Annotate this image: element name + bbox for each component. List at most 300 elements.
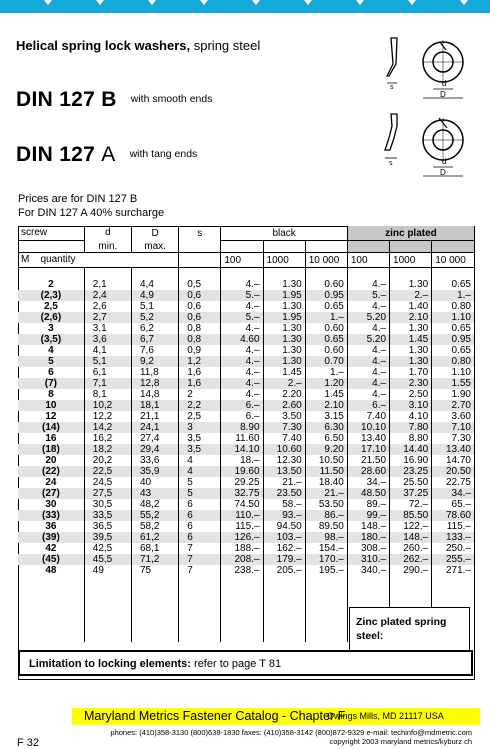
table-cell: 78.60 bbox=[432, 510, 474, 521]
table-cell: 1.– bbox=[305, 367, 347, 378]
footer-location: Owings Mills, MD 21117 USA bbox=[327, 711, 444, 721]
table-cell: 1.45 bbox=[390, 334, 432, 345]
table-cell: 18,1 bbox=[131, 400, 178, 411]
svg-text:s: s bbox=[390, 84, 394, 91]
table-cell: 11.50 bbox=[305, 466, 347, 477]
table-cell: 2.– bbox=[390, 290, 432, 301]
table-cell: 4.– bbox=[221, 301, 263, 312]
table-cell: 4.– bbox=[221, 279, 263, 290]
qty-zinc-1000: 1000 bbox=[390, 253, 432, 268]
table-cell: 94.50 bbox=[263, 521, 305, 532]
header-row-2 bbox=[18, 241, 474, 253]
table-cell: 122.– bbox=[390, 521, 432, 532]
table-cell: 148.– bbox=[390, 532, 432, 543]
screw-size-cell: 5 bbox=[48, 356, 54, 367]
table-cell: 5.20 bbox=[347, 334, 389, 345]
table-cell: 1.30 bbox=[263, 279, 305, 290]
table-cell: 2.10 bbox=[305, 400, 347, 411]
table-cell: 19.60 bbox=[221, 466, 263, 477]
zinc-plated-note: Zinc plated spring steel: bbox=[349, 607, 470, 657]
table-cell: 0.65 bbox=[305, 334, 347, 345]
table-cell: 17.10 bbox=[347, 444, 389, 455]
table-cell: 7.40 bbox=[263, 433, 305, 444]
table-cell: 12.30 bbox=[263, 455, 305, 466]
screw-size-cell: (2,3) bbox=[40, 290, 62, 301]
table-cell: 2,7 bbox=[84, 312, 131, 323]
table-cell: 58,2 bbox=[131, 521, 178, 532]
table-cell: 0.65 bbox=[432, 345, 474, 356]
table-cell: 208.– bbox=[221, 554, 263, 565]
table-cell: 6.– bbox=[221, 400, 263, 411]
table-cell: 1.10 bbox=[432, 367, 474, 378]
table-cell: 110.– bbox=[221, 510, 263, 521]
page-title: Helical spring lock washers, spring steel bbox=[16, 38, 261, 53]
table-cell: 48.50 bbox=[347, 488, 389, 499]
table-cell: 86.– bbox=[305, 510, 347, 521]
screw-size-cell: 4 bbox=[48, 345, 54, 356]
top-color-bar bbox=[0, 0, 490, 13]
table-cell: 1.30 bbox=[263, 345, 305, 356]
table-cell: 7,6 bbox=[131, 345, 178, 356]
table-cell: 2,4 bbox=[84, 290, 131, 301]
table-cell: 4,4 bbox=[131, 279, 178, 290]
price-notes bbox=[18, 192, 164, 220]
table-cell: 1.30 bbox=[263, 301, 305, 312]
table-row bbox=[18, 323, 474, 334]
screw-size-cell: 30 bbox=[45, 499, 57, 510]
table-cell: 34.– bbox=[432, 488, 474, 499]
table-cell: 35,9 bbox=[131, 466, 178, 477]
table-cell: 6 bbox=[179, 521, 221, 532]
tick-mark bbox=[96, 0, 104, 5]
tick-mark bbox=[200, 0, 208, 5]
table-cell: 0,6 bbox=[179, 301, 221, 312]
table-cell: 271.– bbox=[432, 565, 474, 576]
table-cell: 29,4 bbox=[131, 444, 178, 455]
screw-size-cell: 2 bbox=[48, 279, 54, 290]
table-cell: 55,2 bbox=[131, 510, 178, 521]
price-note-b: Prices are for DIN 127 B bbox=[18, 193, 138, 205]
tick-mark bbox=[460, 0, 468, 5]
table-cell: 68,1 bbox=[131, 543, 178, 554]
table-cell: 2.10 bbox=[390, 312, 432, 323]
table-cell: 5.– bbox=[347, 290, 389, 301]
table-row bbox=[18, 290, 474, 301]
table-row bbox=[18, 488, 474, 499]
table-cell: 4.– bbox=[347, 389, 389, 400]
table-cell: 6 bbox=[179, 499, 221, 510]
table-cell: 49 bbox=[84, 565, 131, 576]
table-cell: 2.– bbox=[263, 378, 305, 389]
table-cell: 58.– bbox=[263, 499, 305, 510]
table-cell: 89.– bbox=[347, 499, 389, 510]
svg-text:d: d bbox=[442, 79, 447, 88]
table-cell: 16,2 bbox=[84, 433, 131, 444]
table-cell: 1.30 bbox=[390, 279, 432, 290]
table-cell: 1.30 bbox=[263, 323, 305, 334]
table-row bbox=[18, 521, 474, 532]
table-cell: 0.60 bbox=[305, 279, 347, 290]
table-cell: 7 bbox=[179, 543, 221, 554]
table-cell: 11.60 bbox=[221, 433, 263, 444]
table-cell: 162.– bbox=[263, 543, 305, 554]
table-row bbox=[18, 477, 474, 488]
table-cell: 48,2 bbox=[131, 499, 178, 510]
limitation-note: Limitation to locking elements: refer to page T 81 bbox=[18, 650, 473, 676]
table-cell: 3,5 bbox=[179, 444, 221, 455]
table-cell: 1.30 bbox=[390, 356, 432, 367]
table-cell: 1.30 bbox=[390, 323, 432, 334]
table-cell: 37.25 bbox=[390, 488, 432, 499]
qty-black-1000: 1000 bbox=[263, 253, 305, 268]
table-row bbox=[18, 499, 474, 510]
table-cell: 0,8 bbox=[179, 323, 221, 334]
screw-size-cell: (39) bbox=[41, 532, 60, 543]
table-cell: 89.50 bbox=[305, 521, 347, 532]
table-cell: 308.– bbox=[347, 543, 389, 554]
table-cell: 0.95 bbox=[432, 334, 474, 345]
table-cell: 3,6 bbox=[84, 334, 131, 345]
table-row bbox=[18, 422, 474, 433]
table-cell: 1.30 bbox=[390, 345, 432, 356]
table-cell: 4.– bbox=[221, 389, 263, 400]
screw-size-cell: 10 bbox=[45, 400, 57, 411]
table-cell: 340.– bbox=[347, 565, 389, 576]
table-cell: 2.60 bbox=[263, 400, 305, 411]
table-cell: 103.– bbox=[263, 532, 305, 543]
table-cell: 250.– bbox=[432, 543, 474, 554]
table-cell: 188.– bbox=[221, 543, 263, 554]
table-cell: 14.70 bbox=[432, 455, 474, 466]
footer-copyright: copyright 2003 maryland metrics/kyburz ch bbox=[329, 737, 472, 746]
table-row bbox=[18, 532, 474, 543]
table-cell: 28.60 bbox=[347, 466, 389, 477]
header-quantity: quantity bbox=[40, 254, 76, 265]
table-row bbox=[18, 279, 474, 290]
screw-size-cell: 42 bbox=[45, 543, 57, 554]
table-cell: 2,6 bbox=[84, 301, 131, 312]
table-cell: 8.80 bbox=[390, 433, 432, 444]
page-number: F 32 bbox=[17, 737, 40, 749]
table-cell: 1.45 bbox=[263, 367, 305, 378]
table-cell: 0.70 bbox=[305, 356, 347, 367]
table-cell: 7.30 bbox=[263, 422, 305, 433]
table-cell: 8.90 bbox=[221, 422, 263, 433]
table-cell: 65.– bbox=[432, 499, 474, 510]
table-cell: 4.– bbox=[221, 323, 263, 334]
table-cell: 8,1 bbox=[84, 389, 131, 400]
table-cell: 4.– bbox=[221, 367, 263, 378]
header-min: min. bbox=[84, 241, 131, 253]
table-cell: 2,5 bbox=[179, 411, 221, 422]
table-cell: 310.– bbox=[347, 554, 389, 565]
table-cell: 4 bbox=[179, 455, 221, 466]
footer-contact: phones: (410)358-3130 (800)638-1830 faxes: (410)358-3142 (800)872-9329 e-mail: techinfo@mdmetric.com bbox=[110, 728, 472, 737]
table-cell: 260.– bbox=[390, 543, 432, 554]
table-cell: 0,6 bbox=[179, 290, 221, 301]
table-cell: 14.10 bbox=[221, 444, 263, 455]
header-max: max. bbox=[131, 241, 178, 253]
table-cell: 10,2 bbox=[84, 400, 131, 411]
footer-catalog: Maryland Metrics Fastener Catalog - Chapter F bbox=[84, 709, 346, 723]
table-cell: 32.75 bbox=[221, 488, 263, 499]
table-cell: 6.50 bbox=[305, 433, 347, 444]
table-cell: 42,5 bbox=[84, 543, 131, 554]
header-d: d bbox=[84, 226, 131, 241]
table-row bbox=[18, 345, 474, 356]
table-cell: 5,2 bbox=[131, 312, 178, 323]
table-cell: 16.90 bbox=[390, 455, 432, 466]
din-127-b-heading: DIN 127 B $^{with smooth ends}$ bbox=[16, 88, 213, 111]
table-cell: 6.– bbox=[221, 411, 263, 422]
table-cell: 6.– bbox=[347, 400, 389, 411]
din-127-a-heading: DIN 127 A $^{with tang ends}$ bbox=[16, 143, 198, 166]
table-cell: 3.10 bbox=[390, 400, 432, 411]
table-cell: 5,1 bbox=[131, 301, 178, 312]
table-cell: 0.80 bbox=[432, 356, 474, 367]
table-cell: 1.90 bbox=[432, 389, 474, 400]
table-cell: 4.– bbox=[347, 378, 389, 389]
table-cell: 20,2 bbox=[84, 455, 131, 466]
table-cell: 3,5 bbox=[179, 433, 221, 444]
table-cell: 13.50 bbox=[263, 466, 305, 477]
table-cell: 3.15 bbox=[305, 411, 347, 422]
table-cell: 5.– bbox=[221, 312, 263, 323]
table-cell: 148.– bbox=[347, 521, 389, 532]
table-cell: 6,7 bbox=[131, 334, 178, 345]
table-cell: 13.40 bbox=[432, 444, 474, 455]
table-cell: 6 bbox=[179, 532, 221, 543]
table-cell: 7.80 bbox=[390, 422, 432, 433]
table-cell: 30,5 bbox=[84, 499, 131, 510]
table-cell: 154.– bbox=[305, 543, 347, 554]
table-cell: 0,9 bbox=[179, 345, 221, 356]
header-row-1 bbox=[18, 226, 474, 241]
table-cell: 4.– bbox=[347, 367, 389, 378]
table-cell: 11,8 bbox=[131, 367, 178, 378]
table-row bbox=[18, 367, 474, 378]
screw-size-cell: (3,5) bbox=[40, 334, 62, 345]
screw-size-cell: (33) bbox=[41, 510, 60, 521]
table-cell: 1.40 bbox=[390, 301, 432, 312]
table-cell: 2.30 bbox=[390, 378, 432, 389]
table-cell: 34.– bbox=[347, 477, 389, 488]
table-cell: 18.– bbox=[221, 455, 263, 466]
table-cell: 238.– bbox=[221, 565, 263, 576]
table-cell: 255.– bbox=[432, 554, 474, 565]
table-cell: 18.40 bbox=[305, 477, 347, 488]
table-cell: 14,2 bbox=[84, 422, 131, 433]
table-cell: 180.– bbox=[347, 532, 389, 543]
qty-black-100: 100 bbox=[221, 253, 263, 268]
table-cell: 61,2 bbox=[131, 532, 178, 543]
table-cell: 7 bbox=[179, 565, 221, 576]
table-cell: 23.25 bbox=[390, 466, 432, 477]
table-cell: 115.– bbox=[221, 521, 263, 532]
table-cell: 195.– bbox=[305, 565, 347, 576]
qty-black-10000: 10 000 bbox=[305, 253, 347, 268]
table-cell: 4.– bbox=[347, 279, 389, 290]
table-cell: 12,8 bbox=[131, 378, 178, 389]
table-cell: 13.40 bbox=[347, 433, 389, 444]
screw-size-cell: 3 bbox=[48, 323, 54, 334]
table-cell: 3.50 bbox=[263, 411, 305, 422]
table-cell: 126.– bbox=[221, 532, 263, 543]
table-cell: 6 bbox=[179, 510, 221, 521]
header-row-3 bbox=[18, 253, 474, 268]
table-row bbox=[18, 389, 474, 400]
svg-text:D: D bbox=[440, 168, 446, 177]
table-cell: 18,2 bbox=[84, 444, 131, 455]
table-cell: 4,9 bbox=[131, 290, 178, 301]
table-cell: 2.50 bbox=[390, 389, 432, 400]
table-cell: 33,6 bbox=[131, 455, 178, 466]
table-cell: 4.60 bbox=[221, 334, 263, 345]
qty-zinc-100: 100 bbox=[347, 253, 389, 268]
table-cell: 170.– bbox=[305, 554, 347, 565]
table-row bbox=[18, 334, 474, 345]
svg-text:D: D bbox=[440, 90, 446, 99]
table-cell: 45,5 bbox=[84, 554, 131, 565]
tick-mark bbox=[252, 0, 260, 5]
header-zinc-plated: zinc plated bbox=[347, 226, 474, 241]
table-cell: 74.50 bbox=[221, 499, 263, 510]
table-cell: 0,8 bbox=[179, 334, 221, 345]
table-cell: 6,1 bbox=[84, 367, 131, 378]
table-cell: 9,2 bbox=[131, 356, 178, 367]
table-cell: 205.– bbox=[263, 565, 305, 576]
table-cell: 2.70 bbox=[432, 400, 474, 411]
table-cell: 7,1 bbox=[84, 378, 131, 389]
table-cell: 4.– bbox=[221, 378, 263, 389]
table-cell: 93.– bbox=[263, 510, 305, 521]
screw-size-cell: (45) bbox=[41, 554, 60, 565]
table-cell: 22,5 bbox=[84, 466, 131, 477]
tick-mark bbox=[356, 0, 364, 5]
table-row bbox=[18, 444, 474, 455]
screw-size-cell: 48 bbox=[45, 565, 57, 576]
table-cell: 20.50 bbox=[432, 466, 474, 477]
tick-mark bbox=[148, 0, 156, 5]
table-cell: 133.– bbox=[432, 532, 474, 543]
table-cell: 14.40 bbox=[390, 444, 432, 455]
table-cell: 4 bbox=[179, 466, 221, 477]
table-cell: 21.– bbox=[305, 488, 347, 499]
washer-b-diagram bbox=[383, 34, 483, 104]
table-row bbox=[18, 312, 474, 323]
screw-size-cell: 36 bbox=[45, 521, 57, 532]
table-row bbox=[18, 433, 474, 444]
table-row bbox=[18, 411, 474, 422]
table-cell: 21.– bbox=[263, 477, 305, 488]
tick-mark bbox=[44, 0, 52, 5]
svg-text:d: d bbox=[442, 157, 447, 166]
table-cell: 3,1 bbox=[84, 323, 131, 334]
price-note-a: For DIN 127 A 40% surcharge bbox=[18, 207, 165, 219]
screw-size-cell: 2,5 bbox=[43, 301, 58, 312]
table-cell: 0.65 bbox=[432, 279, 474, 290]
table-cell: 4.10 bbox=[390, 411, 432, 422]
table-row bbox=[18, 565, 474, 576]
table-cell: 27,5 bbox=[84, 488, 131, 499]
header-screw: screw bbox=[18, 226, 84, 241]
table-cell: 98.– bbox=[305, 532, 347, 543]
table-cell: 5 bbox=[179, 488, 221, 499]
table-cell: 1.70 bbox=[390, 367, 432, 378]
table-cell: 27,4 bbox=[131, 433, 178, 444]
screw-size-cell: (7) bbox=[44, 378, 57, 389]
table-cell: 4,1 bbox=[84, 345, 131, 356]
table-cell: 1.20 bbox=[305, 378, 347, 389]
spacer-row bbox=[18, 268, 474, 280]
table-cell: 1.30 bbox=[263, 356, 305, 367]
table-row bbox=[18, 455, 474, 466]
table-cell: 1.95 bbox=[263, 312, 305, 323]
table-cell: 1.30 bbox=[263, 334, 305, 345]
table-cell: 7.40 bbox=[347, 411, 389, 422]
table-cell: 1,2 bbox=[179, 356, 221, 367]
table-cell: 4.– bbox=[347, 345, 389, 356]
table-cell: 262.– bbox=[390, 554, 432, 565]
table-cell: 71,2 bbox=[131, 554, 178, 565]
table-cell: 1,6 bbox=[179, 378, 221, 389]
table-cell: 2.20 bbox=[263, 389, 305, 400]
table-cell: 0.80 bbox=[432, 301, 474, 312]
table-cell: 0.60 bbox=[305, 323, 347, 334]
table-cell: 7.30 bbox=[432, 433, 474, 444]
table-cell: 290.– bbox=[390, 565, 432, 576]
table-row bbox=[18, 554, 474, 565]
tick-mark bbox=[408, 0, 416, 5]
table-cell: 4.– bbox=[347, 301, 389, 312]
table-cell: 36,5 bbox=[84, 521, 131, 532]
table-row bbox=[18, 510, 474, 521]
table-cell: 179.– bbox=[263, 554, 305, 565]
table-row bbox=[18, 356, 474, 367]
table-cell: 24,5 bbox=[84, 477, 131, 488]
table-cell: 29.25 bbox=[221, 477, 263, 488]
table-cell: 1,6 bbox=[179, 367, 221, 378]
table-cell: 14,8 bbox=[131, 389, 178, 400]
table-cell: 7.10 bbox=[432, 422, 474, 433]
table-cell: 1.– bbox=[305, 312, 347, 323]
table-cell: 12,2 bbox=[84, 411, 131, 422]
table-cell: 0.60 bbox=[305, 345, 347, 356]
table-cell: 6,2 bbox=[131, 323, 178, 334]
table-row bbox=[18, 543, 474, 554]
table-row bbox=[18, 400, 474, 411]
svg-text:s: s bbox=[389, 160, 393, 167]
table-cell: 2 bbox=[179, 389, 221, 400]
table-cell: 22.75 bbox=[432, 477, 474, 488]
table-cell: 21.50 bbox=[347, 455, 389, 466]
table-cell: 5,1 bbox=[84, 356, 131, 367]
table-cell: 9.20 bbox=[305, 444, 347, 455]
screw-size-cell: 6 bbox=[48, 367, 54, 378]
table-row bbox=[18, 378, 474, 389]
table-cell: 4.– bbox=[221, 345, 263, 356]
table-cell: 39,5 bbox=[84, 532, 131, 543]
table-cell: 1.– bbox=[432, 290, 474, 301]
table-cell: 10.60 bbox=[263, 444, 305, 455]
screw-size-cell: (14) bbox=[41, 422, 60, 433]
table-cell: 0,5 bbox=[179, 279, 221, 290]
screw-size-cell: (22) bbox=[41, 466, 60, 477]
table-cell: 115.– bbox=[432, 521, 474, 532]
table-cell: 43 bbox=[131, 488, 178, 499]
table-cell: 6.30 bbox=[305, 422, 347, 433]
table-cell: 1.10 bbox=[432, 312, 474, 323]
